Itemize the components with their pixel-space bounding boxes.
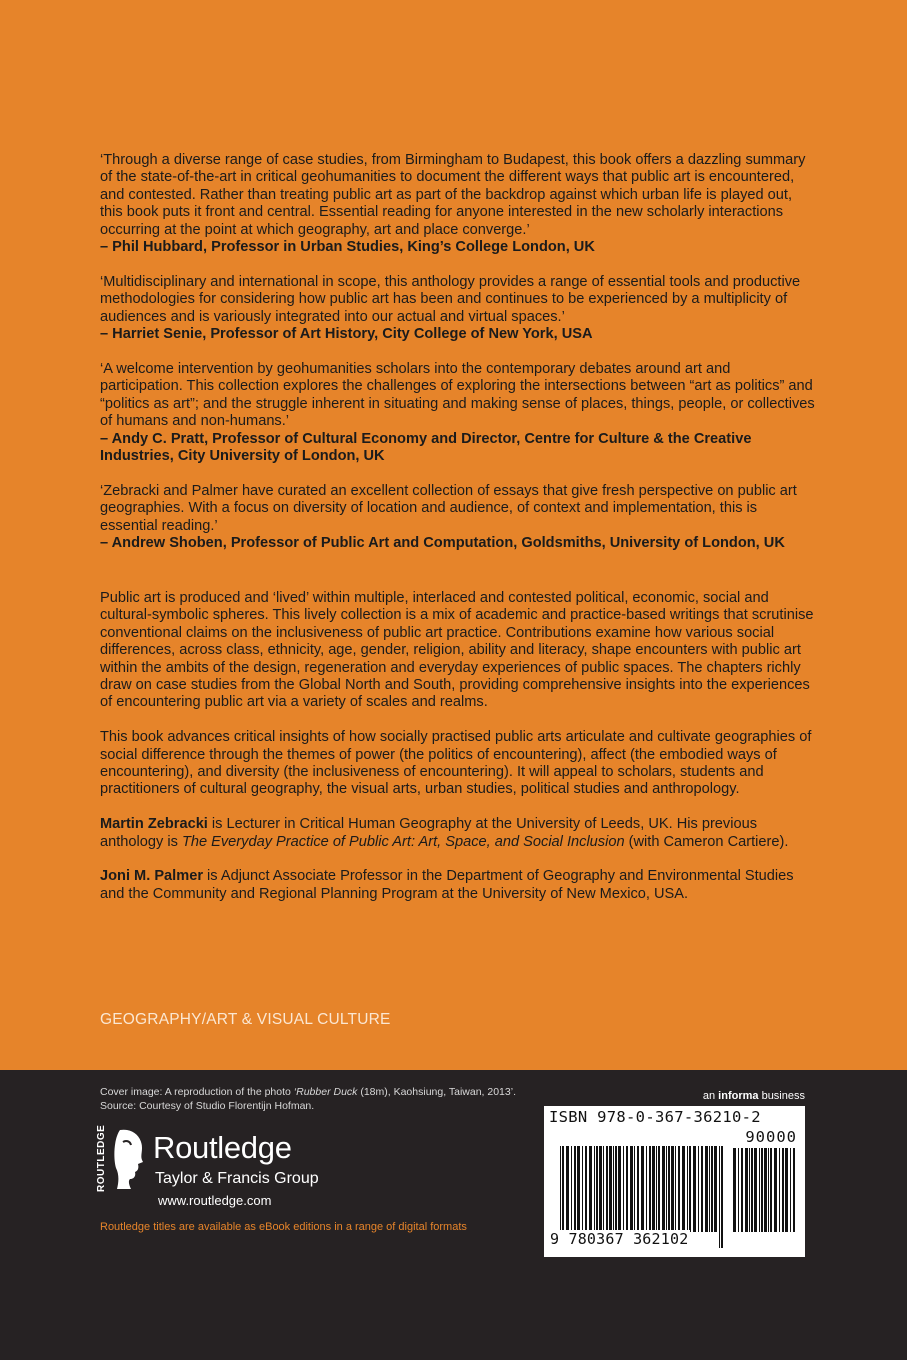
informa-brand: informa	[718, 1090, 759, 1102]
barcode-bar	[637, 1146, 639, 1232]
barcode-bar	[585, 1146, 587, 1232]
publisher-name: Routledge	[153, 1130, 292, 1165]
barcode-bar	[615, 1146, 617, 1232]
publisher-group: Taylor & Francis Group	[155, 1170, 319, 1187]
author-bio-text: is Lecturer in Critical Human Geography at the University of Leeds, UK. His previous anthology is	[100, 816, 757, 850]
barcode-bar	[705, 1146, 708, 1232]
barcode-bar	[671, 1146, 674, 1232]
publisher-url[interactable]: www.routledge.com	[158, 1193, 272, 1208]
barcode-bar	[764, 1148, 767, 1232]
barcode-bar	[618, 1146, 621, 1232]
barcode-bar	[698, 1146, 699, 1232]
endorsement	[100, 274, 815, 344]
barcode-bar	[652, 1146, 655, 1232]
barcode-bar	[741, 1148, 743, 1232]
barcode-bar	[770, 1148, 772, 1232]
quote-text: ‘A welcome intervention by geohumanities scholars into the contemporary debates around art and participation. This collection explores the challenges of exploring the intersections between “art as politics” and “politics as art”; and the struggle inherent in situating and making sense of places, things, people, or collectives of humans and non-humans.’	[100, 361, 815, 430]
barcode-bar	[774, 1148, 777, 1232]
barcode-bar	[687, 1146, 688, 1232]
barcode-bar	[682, 1146, 685, 1232]
description-paragraph: Public art is produced and ‘lived’ within multiple, interlaced and contested political, economic, social and cultural-symbolic spheres. This lively collection is a mix of academic and practice-based writings that scrutinise conventional claims on the inclusiveness of public art practice. Contributions examine how various social differences, across class, ethnicity, age, gender, religion, ability and literacy, shape encounters with public art within the ambits of the design, regeneration and everyday experiences of public spaces. The chapters richly draw on case studies from the Global North and South, providing comprehensive insights into the experiences of encountering public art via a variety of scales and realms.	[100, 590, 814, 711]
description-paragraph: This book advances critical insights of how socially practised public arts articulate and cultivate geographies of social difference through the themes of power (the politics of encountering), affect (the embodied ways of encountering), and diversity (the inclusiveness of encountering). It will appeal to scholars, students and practitioners of cultural geography, the visual arts, urban studies, political studies and anthropology.	[100, 729, 812, 798]
barcode-bar	[623, 1146, 624, 1232]
barcode-bar	[566, 1146, 569, 1232]
barcode-bar	[733, 1148, 736, 1232]
barcode-bar	[785, 1148, 788, 1232]
barcode-bar	[793, 1148, 795, 1232]
barcode-bar	[738, 1148, 739, 1232]
barcode-bar	[574, 1146, 576, 1232]
barcode-bar	[709, 1146, 710, 1232]
book-description	[100, 590, 815, 921]
barcode-bar	[790, 1148, 791, 1232]
barcode-bar	[749, 1148, 750, 1232]
barcode-bar	[626, 1146, 628, 1232]
quote-text: ‘Through a diverse range of case studies, from Birmingham to Budapest, this book offers a dazzling summary of the state-of-the-art in critical geohumanities to document the different ways that public art is encountered, and contested. Rather than treating public art as part of the backdrop against which urban life is played out, this book puts it front and central. Essential reading for anyone interested in the new scholarly interactions occurring at the point at which geography, art and place converge.’	[100, 152, 806, 238]
barcode-bar	[613, 1146, 614, 1232]
informa-text: an	[702, 1090, 719, 1102]
author-bio	[100, 868, 815, 903]
credit-title: ‘Rubber Duck	[293, 1086, 358, 1098]
quote-text: ‘Zebracki and Palmer have curated an excellent collection of essays that give fresh perspective on public art geographies. With a focus on diversity of location and audience, of context and implementation, this is essential reading.’	[100, 483, 797, 534]
credit-text: (18m), Kaohsiung, Taiwan, 2013’. Source: Courtesy of Studio Florentijn Hofman.	[100, 1086, 516, 1112]
isbn-text: ISBN 978-0-367-36210-2	[549, 1108, 761, 1126]
cover-credit	[100, 1086, 520, 1113]
barcode-bar	[662, 1146, 665, 1232]
endorsement	[100, 152, 815, 256]
logo-vertical-wordmark	[96, 1126, 114, 1192]
price-code: 90000	[745, 1128, 797, 1146]
author-name: Martin Zebracki	[100, 816, 208, 833]
barcode-panel	[544, 1106, 805, 1257]
barcode-bar	[656, 1146, 657, 1232]
barcode-bar	[719, 1146, 720, 1248]
barcode-bar	[689, 1146, 691, 1232]
endorsement	[100, 361, 815, 465]
barcode-bar	[596, 1146, 598, 1232]
quote-attribution: – Andrew Shoben, Professor of Public Art and Computation, Goldsmiths, University of London, UK	[100, 535, 785, 552]
barcode-bar	[701, 1146, 703, 1232]
barcode-bar	[714, 1146, 717, 1232]
addon-barcode	[733, 1148, 797, 1248]
quote-attribution: – Harriet Senie, Professor of Art History, City College of New York, USA	[100, 326, 593, 343]
barcode-bar	[759, 1148, 760, 1232]
barcode-bar	[603, 1146, 604, 1232]
barcode-bar	[649, 1146, 651, 1232]
barcode-bar	[599, 1146, 602, 1232]
ean-digits: 9 780367 362102	[550, 1230, 689, 1248]
author-bio-text: is Adjunct Associate Professor in the Department of Geography and Environmental Studies and the Community and Regional Planning Program at the University of New Mexico, USA.	[100, 868, 794, 902]
barcode-bar	[711, 1146, 713, 1232]
credit-text: Cover image: A reproduction of the photo	[100, 1086, 294, 1098]
barcode-bar	[634, 1146, 635, 1232]
barcode-bar	[589, 1146, 592, 1232]
barcode-bar	[768, 1148, 769, 1232]
barcode-bar	[779, 1148, 780, 1232]
barcode-bar	[609, 1146, 612, 1232]
barcode-bar	[721, 1146, 723, 1248]
barcode-bar	[577, 1146, 580, 1232]
barcode-bar	[678, 1146, 680, 1232]
barcode-bar	[668, 1146, 670, 1232]
barcode-bar	[675, 1146, 676, 1232]
author-bio-text: (with Cameron Cartiere).	[624, 833, 789, 850]
endorsements	[100, 152, 815, 570]
barcode-bar	[761, 1148, 763, 1232]
barcode-bar	[745, 1148, 748, 1232]
quote-text: ‘Multidisciplinary and international in scope, this anthology provides a range of essential tools and productive methodologies for considering how public art has been and continues to be experienced by a multiplicity of audiences and is variously integrated into our actual and virtual spaces.’	[100, 273, 801, 325]
profile-head-icon	[114, 1128, 146, 1190]
previous-book-title: The Everyday Practice of Public Art: Art, Space, and Social Inclusion	[181, 833, 625, 850]
barcode-bar	[666, 1146, 667, 1232]
barcode-bar	[646, 1146, 647, 1232]
routledge-logo	[96, 1126, 356, 1216]
quote-attribution: – Phil Hubbard, Professor in Urban Studies, King’s College London, UK	[100, 239, 595, 256]
barcode-bar	[754, 1148, 757, 1232]
barcode-bar	[751, 1148, 753, 1232]
ebook-note: Routledge titles are available as eBook editions in a range of digital formats	[100, 1221, 467, 1233]
barcode-bar	[782, 1148, 784, 1232]
barcode-bar	[606, 1146, 608, 1232]
informa-text: business	[758, 1090, 805, 1102]
subject-category: GEOGRAPHY/ART & VISUAL CULTURE	[100, 1011, 391, 1028]
author-name: Joni M. Palmer	[100, 868, 203, 885]
barcode-bar	[571, 1146, 572, 1232]
author-bio	[100, 816, 815, 851]
informa-tagline	[703, 1090, 805, 1102]
endorsement	[100, 483, 815, 553]
barcode-bar	[693, 1146, 696, 1232]
barcode-bar	[582, 1146, 583, 1232]
barcode-bar	[630, 1146, 633, 1232]
barcode-bar	[658, 1146, 660, 1232]
logo-vertical-text: ROUTLEDGE	[96, 1124, 107, 1192]
barcode-bar	[594, 1146, 595, 1232]
quote-attribution: – Andy C. Pratt, Professor of Cultural Economy and Director, Centre for Culture & the Creative Industries, City University of London, UK	[100, 430, 752, 465]
